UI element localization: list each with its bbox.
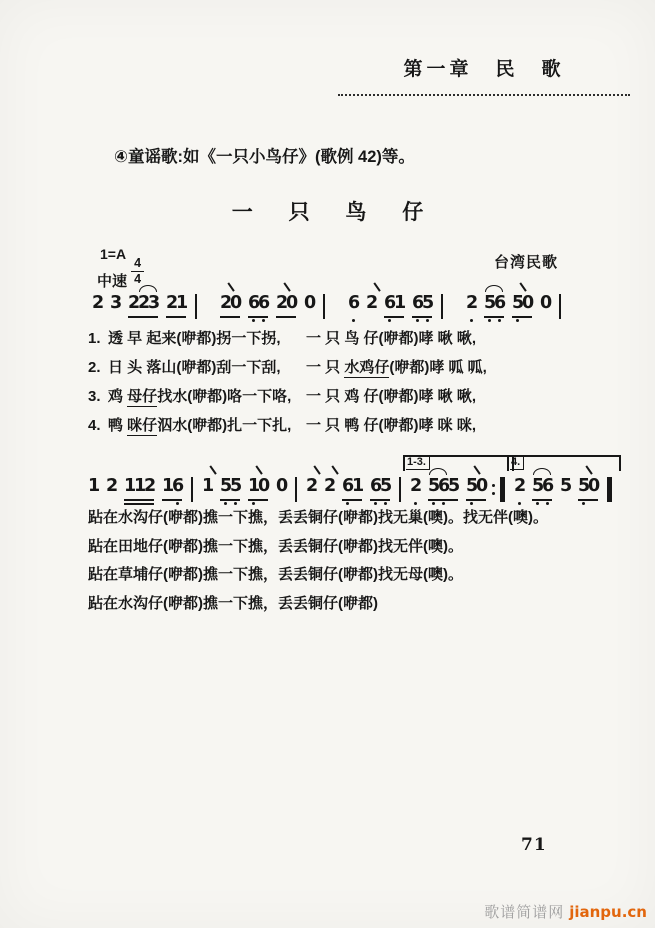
note (124, 476, 157, 505)
note-digit: 2 (324, 476, 334, 497)
repeat-dot (492, 492, 495, 495)
octave-dot (252, 502, 255, 505)
lyric-text: 日 头 落山(咿都)刮一下刮, (108, 359, 281, 376)
measure (84, 476, 198, 505)
barline (559, 294, 561, 319)
note (324, 476, 337, 499)
lyric-text: 透 早 起来(咿都)拐一下拐, (108, 330, 281, 347)
verse-line (88, 328, 568, 357)
volta-label: 1-3. (406, 456, 430, 470)
note-digit: 5 (380, 476, 390, 497)
refrain-line: 跕在水沟仔(咿都)撨一下撨，丢丢铜仔(咿都)找无巢(噢)。找无伴(噢)。 (88, 509, 548, 526)
octave-dot (498, 319, 501, 322)
note-digit: 2 (276, 293, 286, 314)
repeat-barline (500, 477, 505, 502)
verse-number: 3. (88, 388, 101, 405)
note-digit: 1 (352, 476, 365, 496)
note-digit: 5 (484, 293, 494, 314)
measure (198, 476, 302, 502)
note (276, 293, 299, 318)
lyric-underlined: 咪仔 (127, 417, 158, 434)
note-digit: 0 (522, 293, 535, 313)
watermark-domain: jianpu.cn (569, 903, 647, 921)
note-digit: 1 (134, 476, 147, 496)
tempo-marking: 中速 (97, 273, 128, 290)
note (512, 293, 535, 318)
verse-right (306, 415, 568, 444)
note (484, 293, 507, 318)
note-digit: 6 (384, 293, 394, 314)
volta-bracket (507, 455, 621, 471)
verse-left (108, 386, 306, 415)
octave-dot (384, 502, 387, 505)
octave-dot (442, 502, 445, 505)
lyric-text: 一 只 鸡 仔(咿都)哮 啾 啾, (306, 388, 476, 405)
chapter-title: 第一章 民 歌 (403, 59, 565, 80)
grace-slash (227, 282, 235, 291)
note-digit: 0 (258, 476, 271, 496)
note-digit: 2 (92, 293, 105, 313)
octave-dot (488, 319, 491, 322)
octave-dot (252, 319, 255, 322)
note (110, 293, 123, 316)
octave-dot (470, 319, 473, 322)
note-digit: 1 (248, 476, 258, 497)
octave-dot (536, 502, 539, 505)
lyric-text: (咿都)哮 呱 呱, (389, 359, 487, 376)
verse-left (108, 328, 306, 357)
grace-slash (283, 282, 291, 291)
note-digit: 0 (230, 293, 243, 313)
octave-dot (518, 502, 521, 505)
lyric-text: 一 只 鸟 仔(咿都)哮 啾 啾, (306, 330, 476, 347)
note (162, 476, 185, 501)
verse-left (108, 415, 306, 444)
volta-label: 4. (510, 456, 524, 470)
music-line-2 (84, 456, 601, 505)
measure (462, 293, 566, 319)
verse-line (88, 415, 568, 444)
lyric-underlined: 水鸡仔 (344, 359, 390, 376)
note-digit: 0 (286, 293, 299, 313)
verse-block (88, 328, 568, 444)
note-digit: 5 (428, 476, 438, 497)
octave-dot (414, 502, 417, 505)
note-digit: 5 (220, 476, 230, 497)
refrain-line: 跕在田地仔(咿都)撨一下撨，丢丢铜仔(咿都)找无伴(噢)。 (88, 537, 463, 555)
note (466, 476, 489, 501)
note (92, 293, 105, 316)
note (578, 476, 601, 501)
meter-top: 4 (131, 257, 144, 272)
note (370, 476, 393, 501)
lyric-text: 鸭 (108, 417, 128, 434)
note (106, 476, 119, 499)
note-digit: 1 (202, 476, 212, 497)
note (366, 293, 379, 316)
note (248, 293, 271, 318)
note (532, 476, 555, 501)
chapter-header (338, 54, 630, 96)
lyric-text: 一 只 鸭 仔(咿都)哮 咪 咪, (306, 417, 476, 434)
note-digit: 5 (448, 476, 461, 496)
note (342, 476, 365, 501)
note-digit: 0 (540, 293, 553, 313)
intro-note: ④童谣歌:如《一只小鸟仔》(歌例 42)等。 (114, 148, 415, 166)
octave-dot (416, 319, 419, 322)
note-digit: 5 (560, 476, 573, 496)
note (384, 293, 407, 318)
note-digit: 6 (258, 293, 268, 314)
measure (302, 476, 406, 502)
tie-arc (139, 285, 157, 292)
note-digit: 5 (578, 476, 588, 497)
octave-dot (546, 502, 549, 505)
octave-dot (176, 502, 179, 505)
barline (295, 477, 297, 502)
barline (441, 294, 443, 319)
octave-dot (374, 502, 377, 505)
note-digit: 0 (276, 476, 289, 496)
note-digit: 6 (370, 476, 380, 497)
refrain-line: 跕在草埔仔(咿都)撨一下撨，丢丢铜仔(咿都)找无母(噢)。 (88, 566, 463, 583)
key-label: 1=A (100, 246, 127, 262)
note-digit: 2 (466, 293, 476, 314)
note-digit: 5 (466, 476, 476, 497)
measure (510, 456, 617, 502)
barline (191, 477, 193, 502)
refrain-block (88, 506, 583, 620)
verse-line (88, 386, 568, 415)
note-digit: 2 (514, 476, 524, 497)
note-digit: 2 (106, 476, 119, 496)
note-digit: 5 (532, 476, 542, 497)
note-digit: 3 (148, 293, 161, 313)
note (540, 293, 553, 316)
octave-dot (352, 319, 355, 322)
note (88, 476, 101, 499)
watermark (484, 901, 647, 922)
lyric-text: 一 只 (306, 359, 345, 376)
measure (88, 293, 202, 319)
measure (344, 293, 448, 319)
verse-number: 4. (88, 417, 101, 434)
note (428, 476, 461, 501)
final-barline (607, 477, 612, 502)
time-signature (131, 257, 144, 285)
note (128, 293, 161, 318)
page-number: 71 (521, 835, 547, 855)
note-digit: 5 (512, 293, 522, 314)
measure (216, 293, 330, 319)
octave-dot (262, 319, 265, 322)
grace-slash (519, 282, 527, 291)
verse-right (306, 386, 568, 415)
note (348, 293, 361, 316)
lyric-underlined: 母仔 (127, 388, 158, 405)
watermark-site: 歌谱简谱网 (484, 904, 565, 921)
repeat-dot (492, 484, 495, 487)
note-digit: 6 (248, 293, 258, 314)
note-digit: 1 (124, 476, 137, 496)
refrain-line: 跕在水沟仔(咿都)撨一下撨，丢丢铜仔(咿都) (88, 594, 378, 612)
grace-slash (209, 465, 217, 474)
song-source: 台湾民歌 (494, 254, 559, 271)
octave-dot (224, 502, 227, 505)
note (412, 293, 435, 318)
grace-slash (313, 465, 321, 474)
note (248, 476, 271, 501)
note-digit: 6 (542, 476, 552, 497)
note-digit: 1 (394, 293, 407, 313)
tie-arc (533, 468, 551, 475)
note-digit: 1 (88, 476, 101, 496)
note (306, 476, 319, 499)
octave-dot (470, 502, 473, 505)
note-digit: 2 (128, 293, 141, 313)
note (560, 476, 573, 499)
note (276, 476, 289, 499)
lyric-text: 鸡 (108, 388, 128, 405)
note-digit: 2 (166, 293, 179, 313)
note-digit: 6 (172, 476, 182, 497)
measure (406, 456, 510, 502)
grace-slash (255, 465, 263, 474)
note (166, 293, 189, 318)
note-digit: 2 (366, 293, 376, 314)
lyric-text: 找水(咿都)咯一下咯, (157, 388, 292, 405)
verse-right (306, 328, 568, 357)
grace-slash (373, 282, 381, 291)
repeat-dots (492, 477, 495, 502)
octave-dot (432, 502, 435, 505)
note-digit: 0 (588, 476, 601, 496)
verse-line (88, 357, 568, 386)
grace-slash (331, 465, 339, 474)
music-line-1 (88, 293, 566, 319)
note-digit: 2 (144, 476, 157, 496)
verse-left (108, 357, 306, 386)
note-digit: 6 (438, 476, 448, 497)
meter-bottom: 4 (134, 271, 142, 286)
note-digit: 1 (176, 293, 189, 313)
tie-arc (429, 468, 447, 475)
note-digit: 2 (138, 293, 151, 313)
barline (323, 294, 325, 319)
note-digit: 6 (348, 293, 358, 314)
note (410, 476, 423, 499)
note-digit: 2 (306, 476, 316, 497)
verse-right (306, 357, 568, 386)
note-digit: 5 (230, 476, 240, 497)
lyric-text: 泅水(咿都)扎一下扎, (157, 417, 292, 434)
note-digit: 3 (110, 293, 123, 313)
note-digit: 6 (412, 293, 422, 314)
note-digit: 0 (476, 476, 489, 496)
octave-dot (388, 319, 391, 322)
note-digit: 2 (220, 293, 230, 314)
octave-dot (516, 319, 519, 322)
verse-number: 2. (88, 359, 101, 376)
verse-number: 1. (88, 330, 101, 347)
note-digit: 6 (342, 476, 352, 497)
note (514, 476, 527, 499)
note-digit: 1 (162, 476, 175, 496)
octave-dot (582, 502, 585, 505)
note (220, 476, 243, 501)
song-title: 一 只 鸟 仔 (231, 201, 439, 224)
octave-dot (346, 502, 349, 505)
note-digit: 5 (422, 293, 432, 314)
barline (195, 294, 197, 319)
octave-dot (426, 319, 429, 322)
note (220, 293, 243, 318)
note-digit: 2 (410, 476, 420, 497)
note-digit: 0 (304, 293, 317, 313)
note (304, 293, 317, 316)
note (466, 293, 479, 316)
volta-bracket (403, 455, 514, 471)
note (202, 476, 215, 499)
octave-dot (234, 502, 237, 505)
note-digit: 6 (494, 293, 504, 314)
tie-arc (485, 285, 503, 292)
barline (399, 477, 401, 502)
